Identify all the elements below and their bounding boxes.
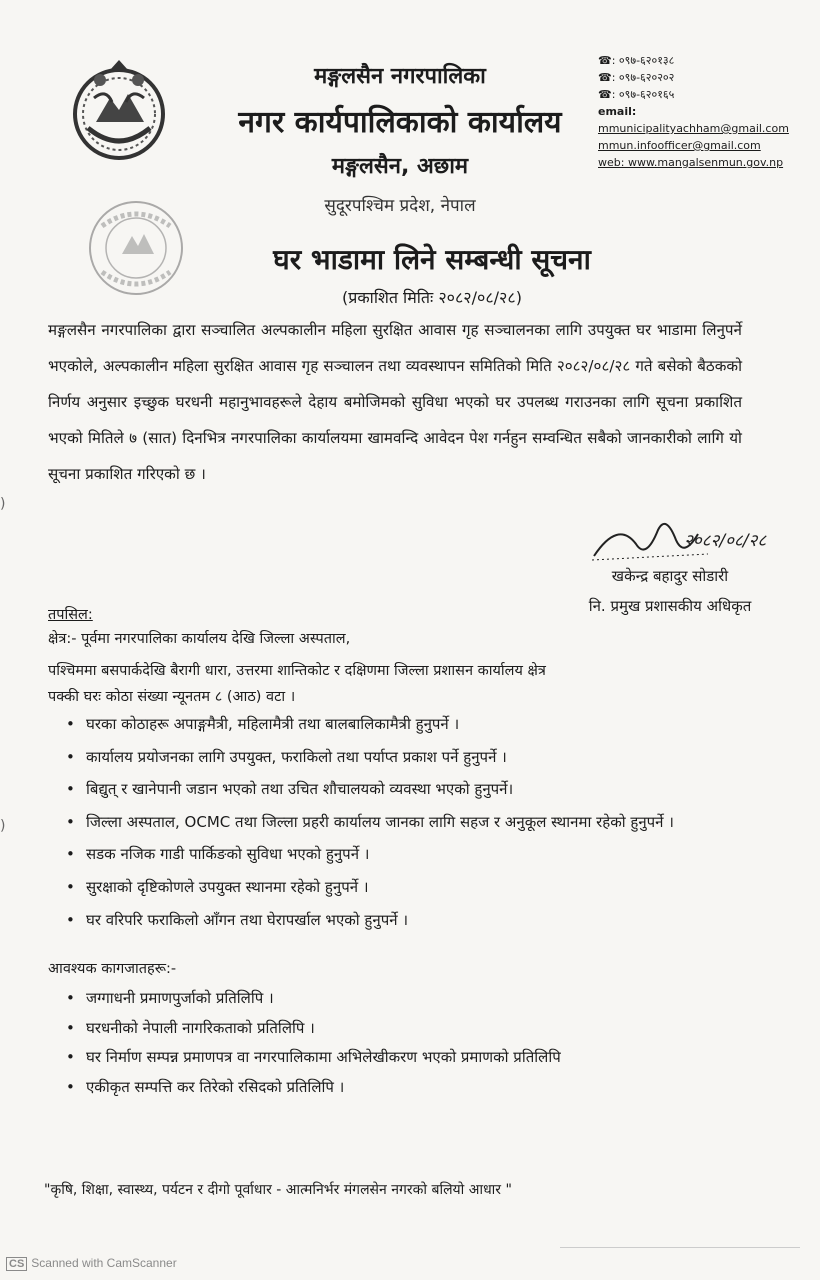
signatory-name: खकेन्द्र बहादुर सोडारी xyxy=(611,567,729,585)
documents-label: आवश्यक कागजातहरू:- xyxy=(48,961,177,977)
phone-number: ०९७-६२०१६५ xyxy=(618,88,675,101)
list-item: • सडक नजिक गाडी पार्किङको सुविधा भएको हुनुपर्ने । xyxy=(66,838,746,871)
list-item: • जिल्ला अस्पताल, OCMC तथा जिल्ला प्रहरी कार्यालय जानका लागि सहज र अनुकूल स्थानमा रहेको हुनुपर्ने । xyxy=(66,806,746,839)
footer-divider xyxy=(560,1247,800,1248)
scanner-watermark xyxy=(6,1256,177,1271)
phone-number: ०९७-६२०१३८ xyxy=(618,54,675,67)
phone-line xyxy=(598,52,810,69)
list-item: • कार्यालय प्रयोजनका लागि उपयुक्त, फराकिलो तथा पर्याप्त प्रकाश पर्ने हुनुपर्ने । xyxy=(66,741,746,774)
camscanner-logo-icon: CS xyxy=(6,1257,27,1271)
email-address[interactable]: mmun.infoofficer@gmail.com xyxy=(598,139,761,152)
notice-body: मङ्गलसैन नगरपालिका द्वारा सञ्चालित अल्पकालीन महिला सुरक्षित आवास गृह सञ्चालनका लागि उपयुक्त घर भाडामा लिनुपर्ने भएकोले, अल्पकालीन महिला सुरक्षित आवास गृह सञ्चालन तथा व्यवस्थापन समितिको मिति २०८२/०८/२८ गते बसेको बैठकको निर्णय अनुसार इच्छुक घरधनी महानुभावहरूले देहाय बमोजिमको सुविधा भएको घर उपलब्ध गराउनका लागि सूचना प्रकाशित भएको मितिले ७ (सात) दिनभित्र नगरपालिका कार्यालयमा खामवन्दि आवेदन पेश गर्नहुन सम्वन्धित सबैको जानकारीको लागि यो सूचना प्रकाशित गरिएको छ । xyxy=(48,321,742,483)
email-label: email: xyxy=(598,105,637,118)
contact-block xyxy=(598,52,810,171)
punch-hole-mark: ) xyxy=(0,496,6,512)
list-item: • सुरक्षाको दृष्टिकोणले उपयुक्त स्थानमा रहेको हुनुपर्ने । xyxy=(66,871,746,904)
phone-line xyxy=(598,69,810,86)
signature-date: २०८२/०८/२८ xyxy=(684,531,767,551)
email-address[interactable]: mmunicipalityachham@gmail.com xyxy=(598,122,789,135)
list-item: • घर निर्माण सम्पन्न प्रमाणपत्र वा नगरपालिकामा अभिलेखीकरण भएको प्रमाणको प्रतिलिपि xyxy=(66,1043,746,1073)
municipality-name: मङ्गलसैन नगरपालिका xyxy=(314,64,486,89)
notice-title: घर भाडामा लिने सम्बन्धी सूचना xyxy=(273,243,591,276)
signatory-title: नि. प्रमुख प्रशासकीय अधिकृत xyxy=(588,597,752,615)
details-label: तपसिल: xyxy=(48,607,93,623)
office-name: नगर कार्यपालिकाको कार्यालय xyxy=(238,105,562,140)
phone-icon: ☎: xyxy=(598,54,616,67)
province-name: सुदूरपश्चिम प्रदेश, नेपाल xyxy=(324,196,476,216)
nepal-emblem-icon xyxy=(66,58,172,166)
footer-motto: "कृषि, शिक्षा, स्वास्थ्य, पर्यटन र दीगो पूर्वाधार - आत्मनिर्भर मंगलसेन नगरको बलियो आधार " xyxy=(44,1182,512,1198)
area-line: पश्चिममा बसपार्कदेखि बैरागी धारा, उत्तरमा शान्तिकोट र दक्षिणमा जिल्ला प्रशासन कार्यालय क्षेत्र xyxy=(48,663,546,679)
list-item: • घरका कोठाहरू अपाङ्गमैत्री, महिलामैत्री तथा बालबालिकामैत्री हुनुपर्ने । xyxy=(66,708,746,741)
phone-icon: ☎: xyxy=(598,71,616,84)
watermark-text: Scanned with CamScanner xyxy=(31,1256,177,1270)
office-location: मङ्गलसैन, अछाम xyxy=(331,154,469,179)
list-item: • एकीकृत सम्पत्ति कर तिरेको रसिदको प्रतिलिपि । xyxy=(66,1073,746,1103)
list-item: • जग्गाधनी प्रमाणपुर्जाको प्रतिलिपि । xyxy=(66,984,746,1014)
phone-line xyxy=(598,86,810,103)
phone-number: ०९७-६२०२०२ xyxy=(618,71,675,84)
handwritten-signature xyxy=(588,500,788,566)
list-item: • बिद्युत् र खानेपानी जडान भएको तथा उचित शौचालयको व्यवस्था भएको हुनुपर्ने। xyxy=(66,773,746,806)
requirements-list xyxy=(66,708,746,936)
punch-hole-mark: ) xyxy=(0,818,6,834)
list-item: • घरधनीको नेपाली नागरिकताको प्रतिलिपि । xyxy=(66,1014,746,1044)
area-line: क्षेत्र:- पूर्वमा नगरपालिका कार्यालय देखि जिल्ला अस्पताल, xyxy=(48,631,351,647)
list-item: • घर वरिपरि फराकिलो आँगन तथा घेरापर्खाल भएको हुनुपर्ने । xyxy=(66,904,746,937)
website-link[interactable]: web: www.mangalsenmun.gov.np xyxy=(598,156,784,169)
published-date: (प्रकाशित मितिः २०८२/०८/२८) xyxy=(342,288,522,307)
documents-list xyxy=(66,984,746,1102)
office-seal-stamp-icon xyxy=(82,196,190,300)
phone-icon: ☎: xyxy=(598,88,616,101)
room-requirement: पक्की घरः कोठा संख्या न्यूनतम ८ (आठ) वटा । xyxy=(48,689,296,705)
